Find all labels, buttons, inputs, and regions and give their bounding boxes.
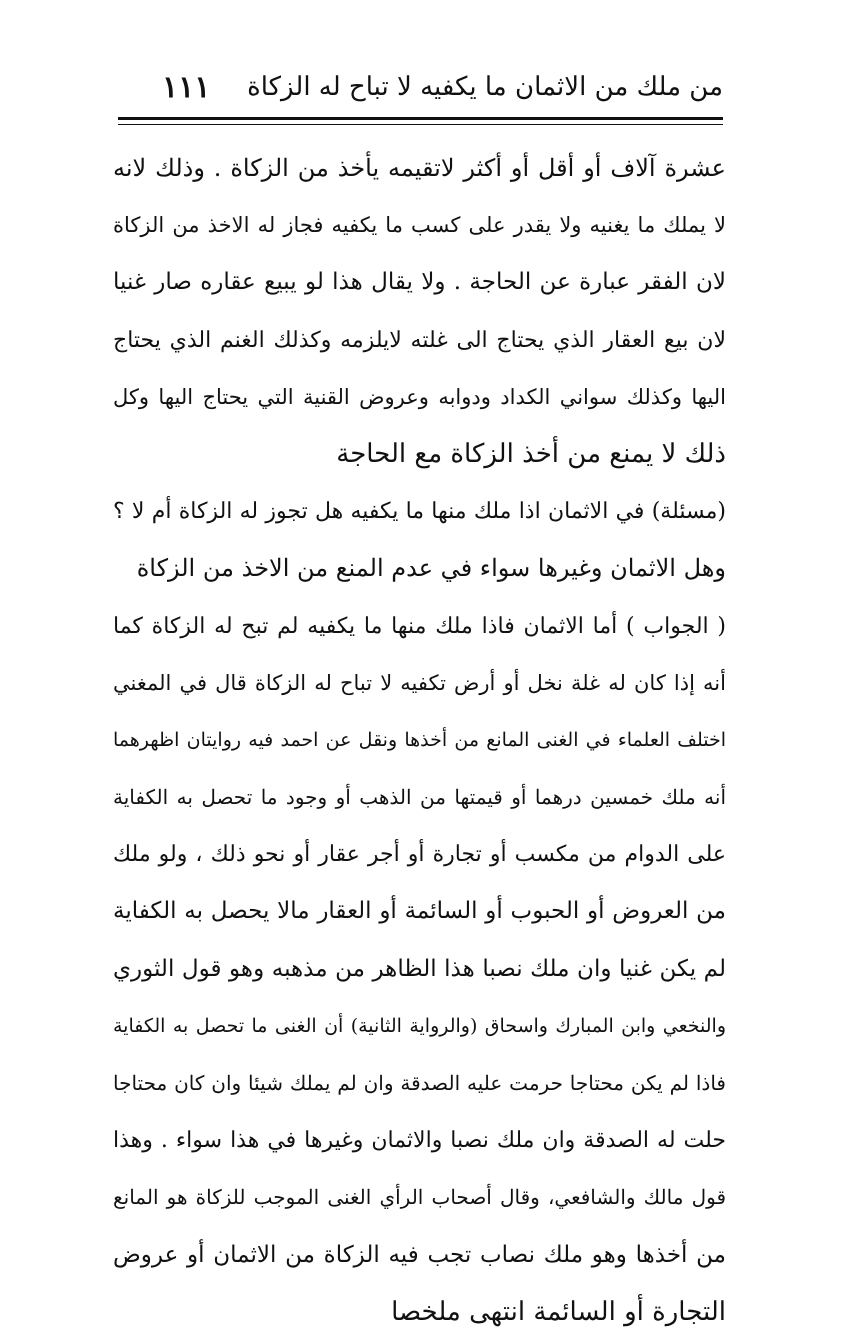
page-header <box>118 66 723 116</box>
header-rule-thin <box>118 124 723 125</box>
text-line: من أخذها وهو ملك نصاب تجب فيه الزكاة من الاثمان أو عروض <box>113 1241 726 1268</box>
page-number: ١١١ <box>162 70 211 105</box>
text-line: ( الجواب ) أما الاثمان فاذا ملك منها ما يكفيه لم تبح له الزكاة كما <box>113 613 726 639</box>
text-line: حلت له الصدقة وان ملك نصبا والاثمان وغيرها في هذا سواء . وهذا <box>113 1128 726 1154</box>
text-line: لا يملك ما يغنيه ولا يقدر على كسب ما يكفيه فجاز له الاخذ من الزكاة <box>113 213 726 238</box>
running-title: من ملك من الاثمان ما يكفيه لا تباح له الزكاة <box>247 72 723 102</box>
text-line: لان بيع العقار الذي يحتاج الى غلته لايلزمه وكذلك الغنم الذي يحتاج <box>113 327 726 353</box>
text-line: من العروض أو الحبوب أو السائمة أو العقار مالا يحصل به الكفاية <box>113 898 726 925</box>
text-line: والنخعي وابن المبارك واسحاق (والرواية الثانية) أن الغنى ما تحصل به الكفاية <box>113 1014 726 1037</box>
text-line: ذلك لا يمنع من أخذ الزكاة مع الحاجة <box>336 438 726 469</box>
text-line: قول مالك والشافعي، وقال أصحاب الرأي الغنى الموجب للزكاة هو المانع <box>113 1185 726 1210</box>
text-line: (مسئلة) في الاثمان اذا ملك منها ما يكفيه هل تجوز له الزكاة أم لا ؟ <box>113 499 726 525</box>
text-line: اختلف العلماء في الغنى المانع من أخذها ونقل عن احمد فيه روايتان اظهرهما <box>113 728 726 751</box>
text-line: أنه ملك خمسين درهما أو قيمتها من الذهب أو وجود ما تحصل به الكفاية <box>113 785 726 810</box>
text-line: التجارة أو السائمة انتهى ملخصا <box>391 1296 726 1327</box>
header-rule-thick <box>118 117 723 120</box>
text-line: وهل الاثمان وغيرها سواء في عدم المنع من الاخذ من الزكاة <box>136 554 726 583</box>
text-line: فاذا لم يكن محتاجا حرمت عليه الصدقة وان لم يملك شيئا وان كان محتاجا <box>113 1071 726 1095</box>
text-line: اليها وكذلك سواني الكداد ودوابه وعروض القنية التي يحتاج اليها وكل <box>113 384 726 409</box>
body-text <box>113 140 726 1341</box>
text-line: عشرة آلاف أو أقل أو أكثر لاتقيمه يأخذ من الزكاة . وذلك لانه <box>113 154 726 182</box>
text-line: لم يكن غنيا وان ملك نصبا هذا الظاهر من مذهبه وهو قول الثوري <box>113 955 726 982</box>
text-line: أنه إذا كان له غلة نخل أو أرض تكفيه لا تباح له الزكاة قال في المغني <box>113 670 726 695</box>
text-line: على الدوام من مكسب أو تجارة أو أجر عقار أو نحو ذلك ، ولو ملك <box>113 842 726 868</box>
text-line: لان الفقر عبارة عن الحاجة . ولا يقال هذا لو يبيع عقاره صار غنيا <box>113 269 726 296</box>
